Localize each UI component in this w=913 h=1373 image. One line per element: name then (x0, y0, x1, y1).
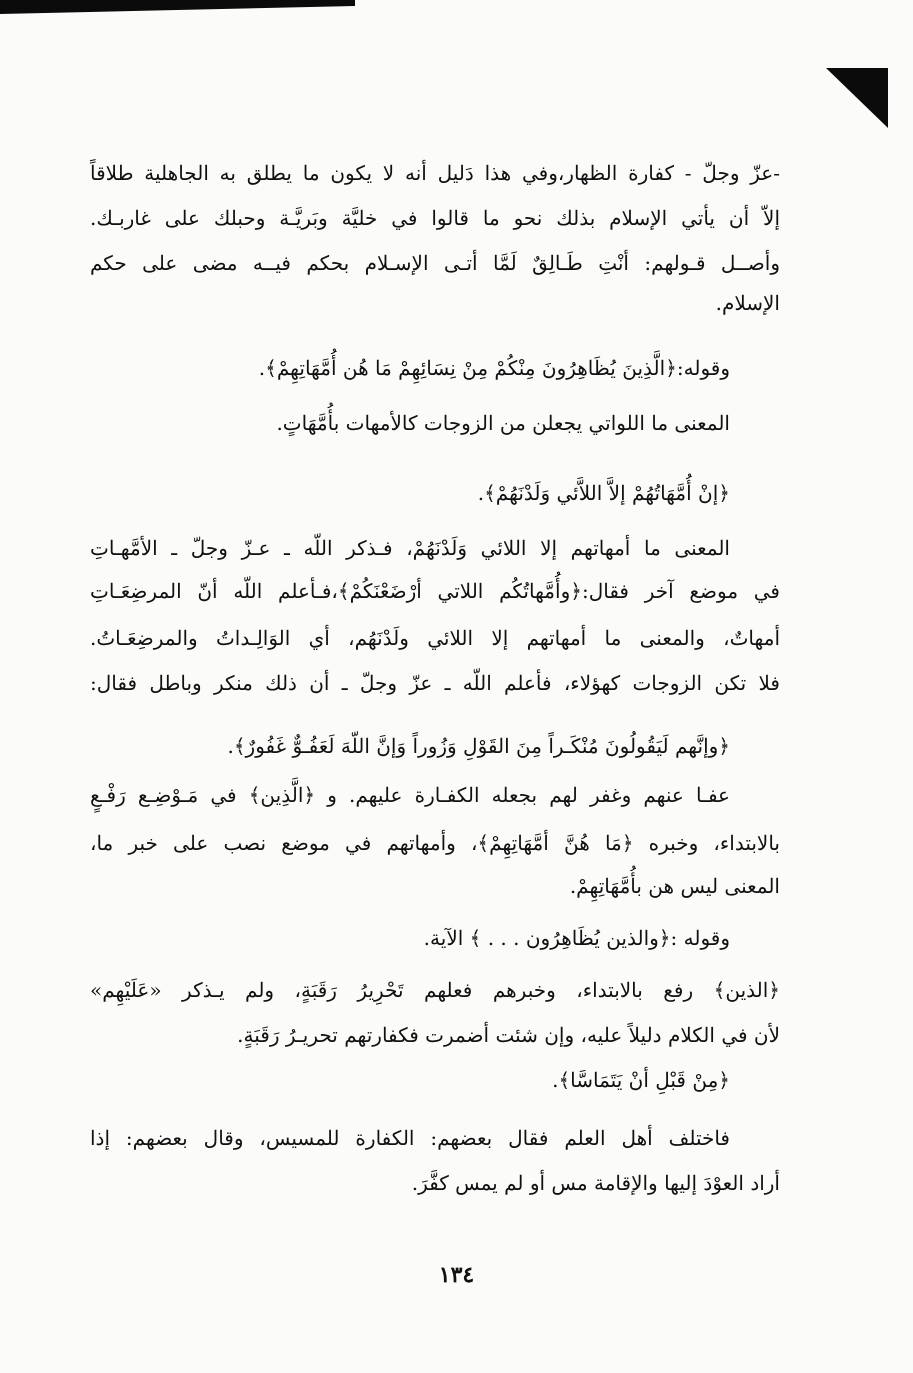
quran-verse-line: ﴿وإنَّهم لَيَقُولُونَ مُنْكَـراً مِنَ القَوْلِ وَزُوراً وَإنَّ اللّهَ لَعَفُـوٌّ غَفُورٌ﴾. (227, 734, 730, 758)
text-line: أمهاتٌ، والمعنى ما أمهاتهم إلا اللائي ولَدْنَهُم، أي الوَالِـداتُ والمرضِعَـاتُ. (90, 626, 780, 650)
text-line: في موضع آخر فقال:﴿وأُمَّهاتُكُم اللاتي أرْضَعْنَكُمْ﴾،فـأعلم اللّه أنّ المرضِعَـاتِ (90, 579, 780, 603)
top-scan-edge-mark (0, 0, 355, 14)
text-line: فلا تكن الزوجات كهؤلاء، فأعلم اللّه ـ عزّ وجلّ ـ أن ذلك منكر وباطل فقال: (90, 671, 780, 695)
text-line: عفـا عنهم وغفر لهم بجعله الكفـارة عليهم. و ﴿الَّذِين﴾ في مَـوْضِـع رَفْـعٍ (90, 783, 730, 807)
text-line: وقوله :﴿والذين يُظَاهِرُون . . . ﴾ الآية. (423, 926, 730, 950)
text-line: إلاّ أن يأتي الإسلام بذلك نحو ما قالوا في خليَّة وبَريَّـة وحبلك على غاربـك. (90, 206, 780, 230)
corner-triangle-marker-icon (826, 68, 888, 128)
text-line: وأصــل قـولهم: أنْتِ طَـالِقٌ لَمَّا أتـى الإسـلام بحكم فيــه مضى على حكم (90, 251, 780, 275)
text-line: المعنى ليس هن بأُمَّهَاتِهِمْ. (569, 874, 780, 898)
text-line: بالابتداء، وخبره ﴿مَا هُنَّ أمَّهَاتِهِمْ﴾، وأمهاتهم في موضع نصب على خبر ما، (90, 831, 780, 855)
text-line: فاختلف أهل العلم فقال بعضهم: الكفارة للمسيس، وقال بعضهم: إذا (90, 1126, 730, 1150)
text-line: الإسلام. (715, 291, 780, 315)
text-line: المعنى ما اللواتي يجعلن من الزوجات كالأمهات بأُمَّهَاتٍ. (276, 411, 730, 435)
paragraph-1 (90, 150, 780, 235)
page-number: ١٣٤ (438, 1262, 475, 1288)
text-line: ﴿الذين﴾ رفع بالابتداء، وخبرهم فعلهم تَحْرِيرُ رَقَبَةٍ، ولم يـذكر «عَلَيْهِم» (90, 978, 780, 1002)
quran-verse-line: وقوله:﴿الَّذِينَ يُظَاهِرُونَ مِنْكُمْ مِنْ نِسَائِهِمْ مَا هُن أُمَّهَاتِهِمْ﴾. (258, 356, 730, 380)
quran-verse-line: ﴿إنْ أُمَّهَاتُهُمْ إلاَّ اللاَّئي وَلَدْنَهُمْ﴾. (477, 481, 730, 505)
text-line: المعنى ما أمهاتهم إلا اللائي وَلَدْنَهُمْ، فـذكر اللّه ـ عـزّ وجلّ ـ الأمَّهـاتِ (90, 536, 730, 560)
text-line: أراد العوْدَ إليها والإقامة مس أو لم يمس كفَّرَ. (411, 1171, 780, 1195)
text-line: لأن في الكلام دليلاً عليه، وإن شئت أضمرت فكفارتهم تحريـرُ رَقَبَةٍ. (237, 1023, 780, 1047)
quran-verse-line: ﴿مِنْ قَبْلِ أنْ يَتَمَاسَّا﴾. (552, 1068, 730, 1092)
text-line: -عزّ وجلّ - كفارة الظهار،وفي هذا دَليل أنه لا يكون ما يطلق به الجاهلية طلاقاً (90, 161, 780, 185)
book-page-text (90, 150, 780, 1195)
